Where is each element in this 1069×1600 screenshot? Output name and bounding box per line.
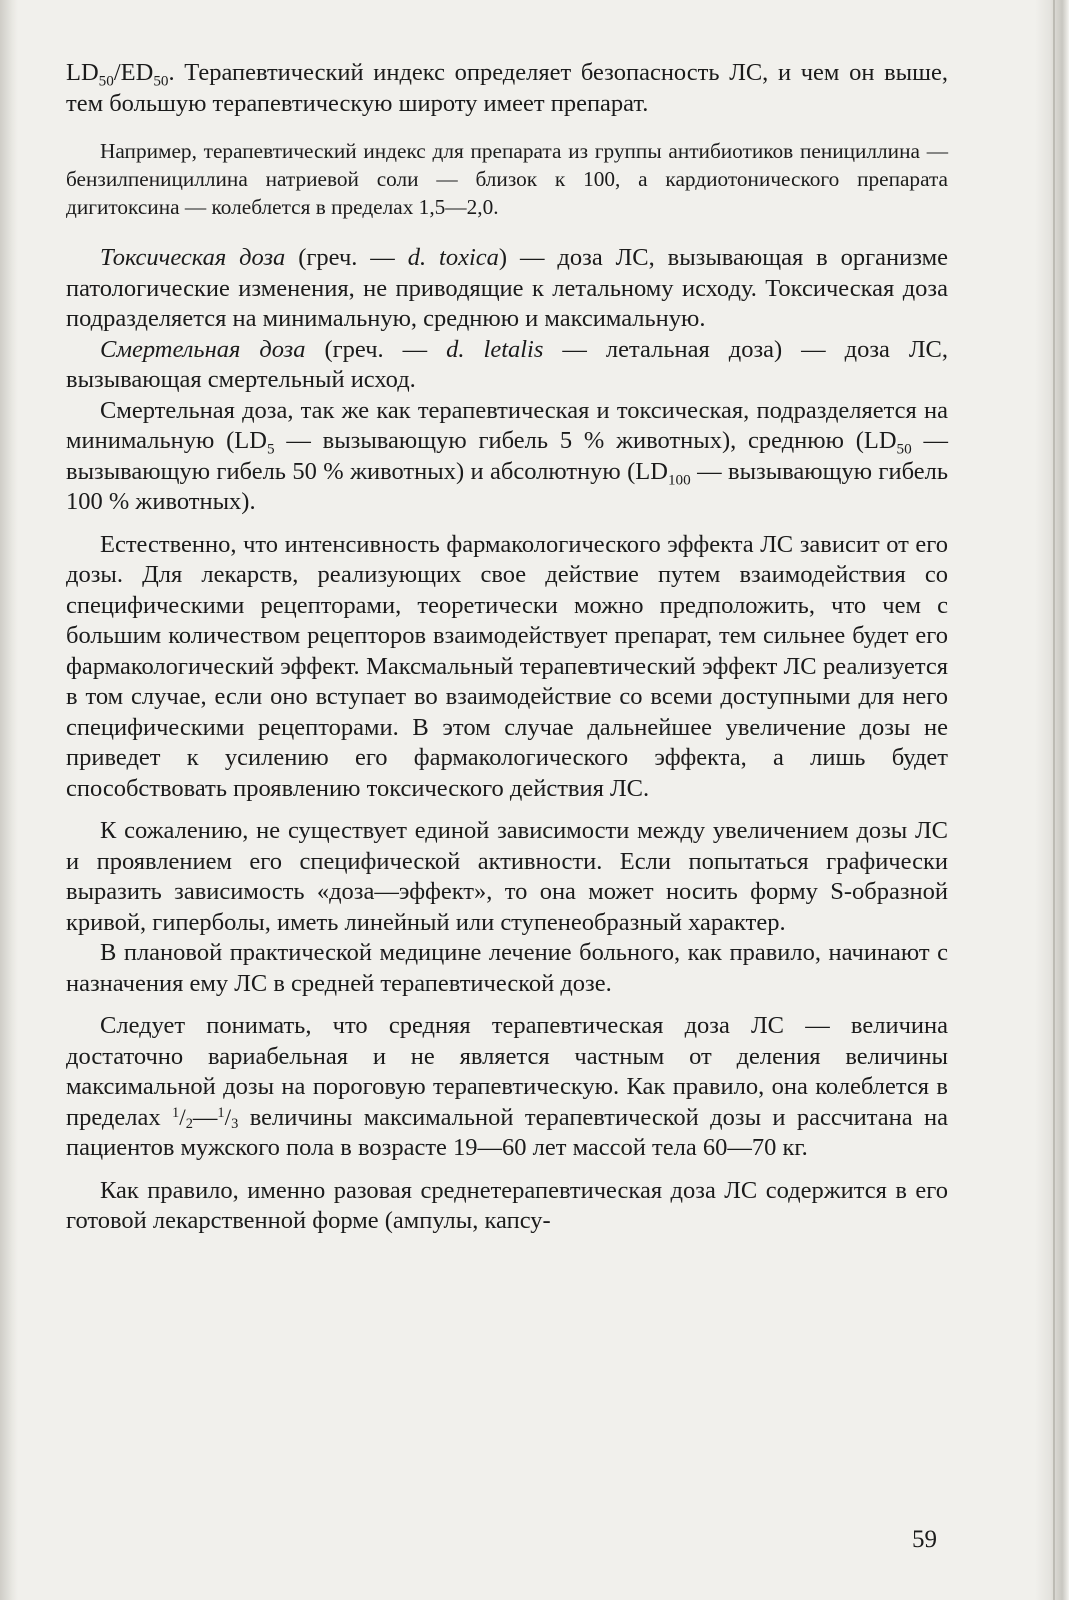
page-gutter-shadow xyxy=(0,0,18,1600)
paragraph-example-note: Например, терапевтический индекс для препарата из группы антибиотиков пенициллина — бензилпенициллина натриевой соли — близок к 100, а кардиотонического препарата дигитоксина — колеблется в пределах 1,5—2,0. xyxy=(66,139,948,219)
fraction-third: $^1/_3$ xyxy=(217,1104,239,1132)
paragraph-average-dose: Следует понимать, что средняя терапевтическая доза ЛС — величина достаточно вариабельная и не является частным от деления величины максимальной дозы на пороговую терапевтическую. Как правило, она колеблется в пределах $^1/_2—^1/_3$ величины максимальной терапевтической дозы и рассчитана на пациентов мужского пола в возрасте 19—60 лет массой тела 60—70 кг. xyxy=(66,1012,948,1161)
paragraph-lethal-dose-types: Смертельная доза, так же как терапевтическая и токсическая, подразделяется на минимальную ($LD_5$ — вызывающую гибель 5 % животных), среднюю ($LD_{50}$ — вызывающую гибель 50 % животных) и абсолютную ($LD_{100}$ — вызывающую гибель 100 % животных). xyxy=(66,396,948,515)
page-body xyxy=(66,58,948,1237)
paragraph-toxic-dose: Токсическая доза (греч. — d. toxica) — доза ЛС, вызывающая в организме патологические изменения, не приводящие к летальному исходу. Токсическая доза подразделяется на минимальную, среднюю и максимальную. xyxy=(66,244,948,332)
paragraph-planned-medicine: В плановой практической медицине лечение больного, как правило, начинают с назначения ему ЛС в средней терапевтической дозе. xyxy=(66,939,948,997)
paragraph-therapeutic-index: $LD_{50}/ED_{50}$. Терапевтический индекс определяет безопасность ЛС, и чем он выше, тем большую терапевтическую широту имеет препарат. xyxy=(66,59,948,117)
term-toxic-dose: Токсическая доза xyxy=(100,244,286,271)
paragraph-dosage-form: Как правило, именно разовая среднетерапевтическая доза ЛС содержится в его готовой лекарственной форме (ампулы, капсу- xyxy=(66,1176,948,1234)
book-spine-edge xyxy=(1035,0,1069,1600)
paragraph-effect-intensity: Естественно, что интенсивность фармакологического эффекта ЛС зависит от его дозы. Для лекарств, реализующих свое действие путем взаимодействия со специфическими рецепторами, теоретически можно предположить, что чем с большим количеством рецепторов взаимодействует препарат, тем сильнее будет его фармакологический эффект. Максмальный терапевтический эффект ЛС реализуется в том случае, если оно вступает во взаимодействие со всеми доступными для него специфическими рецепторами. В этом случае дальнейшее увеличение дозы не приведет к усилению его фармакологического эффекта, а лишь будет способствовать проявлению токсического действия ЛС. xyxy=(66,530,948,802)
page-number: 59 xyxy=(912,1526,937,1553)
fraction-half: $^1/_2$ xyxy=(172,1104,193,1132)
term-lethal-dose: Смертельная доза xyxy=(100,335,306,363)
paragraph-dose-effect-relation: К сожалению, не существует единой зависимости между увеличением дозы ЛС и проявлением его специфической активности. Если попытаться графически выразить зависимость «доза—эффект», то она может носить форму S-образной кривой, гиперболы, иметь линейный или ступенеобразный характер. xyxy=(66,817,948,936)
paragraph-lethal-dose: Смертельная доза (греч. — d. letalis — летальная доза) — доза ЛС, вызывающая смертельный исход. xyxy=(66,335,948,393)
